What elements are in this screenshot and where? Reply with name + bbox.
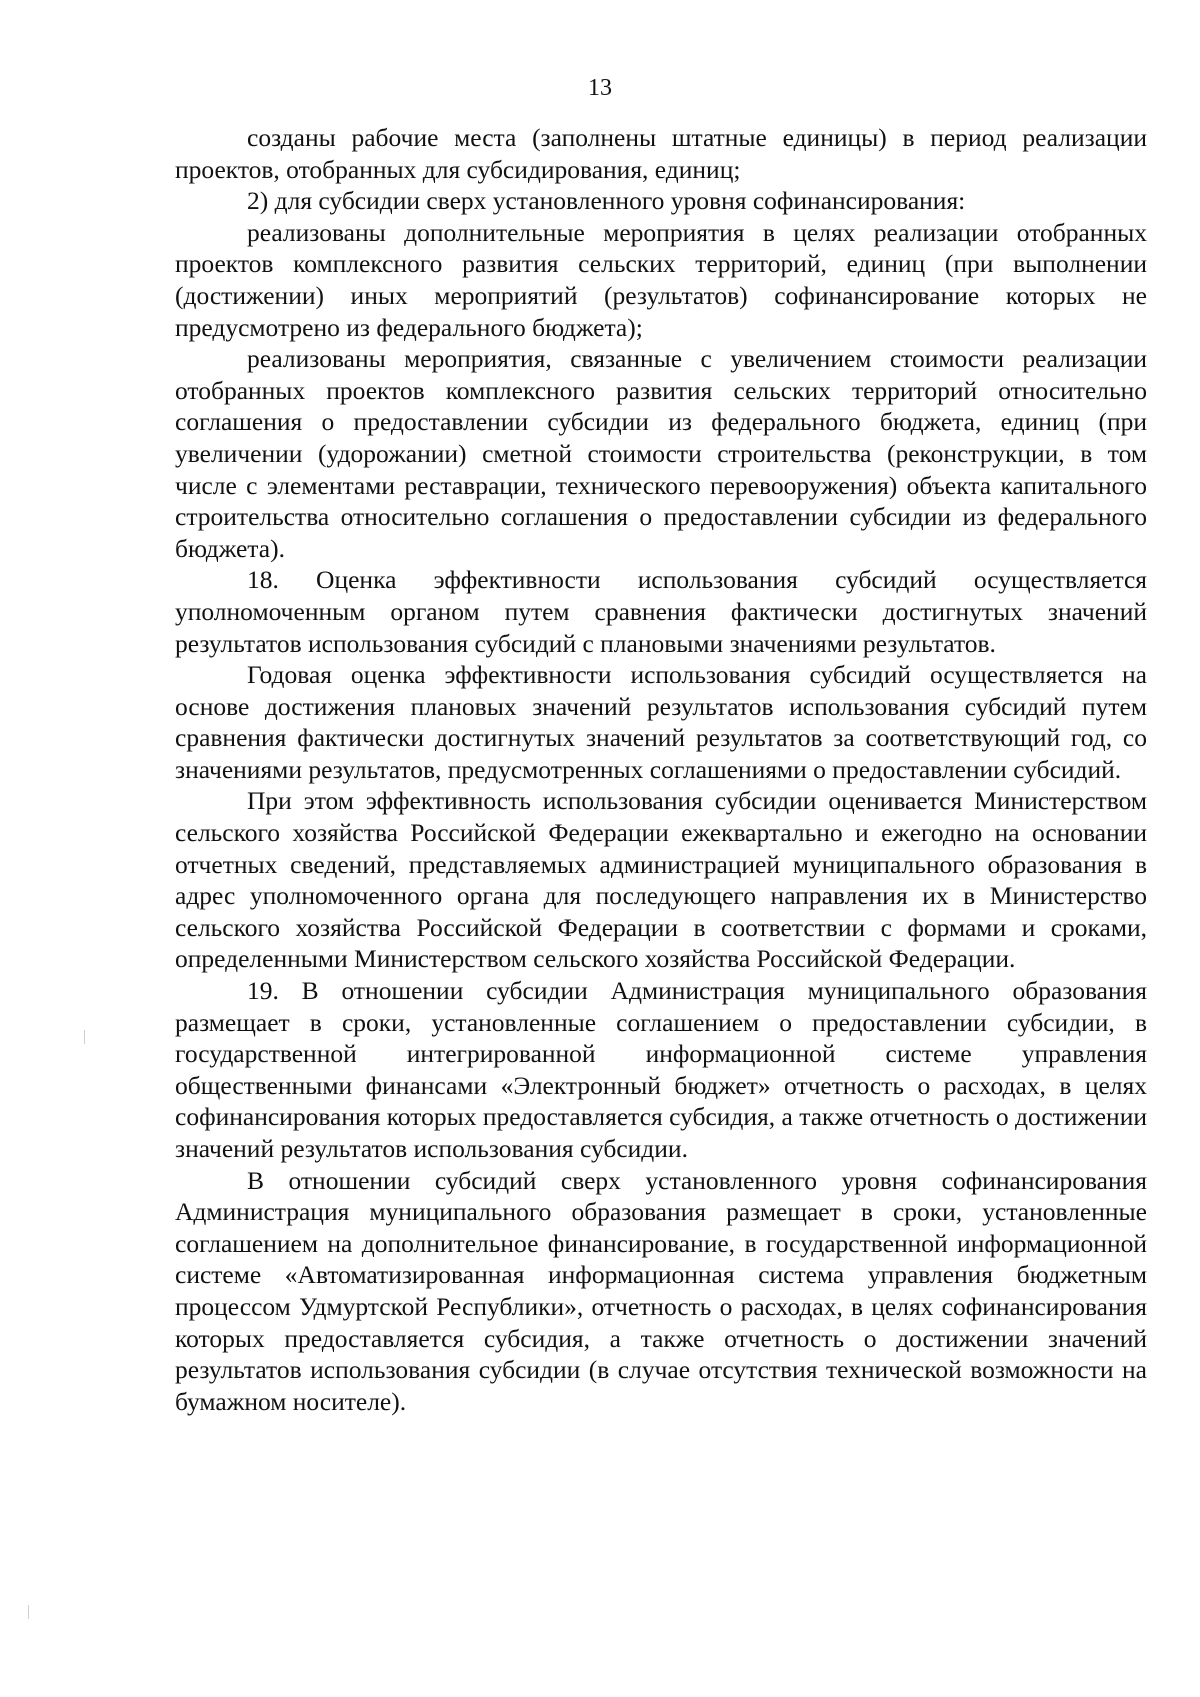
paragraph: Годовая оценка эффективности использования субсидий осуществляется на основе достижения плановых значений результатов использования субсидий путем сравнения фактически достигнутых значений результатов за соответствующий год, со значениями результатов, предусмотренных соглашениями о предоставлении субсидий. <box>175 660 1147 784</box>
paragraph: созданы рабочие места (заполнены штатные единицы) в период реализации проектов, отобранных для субсидирования, единиц; <box>175 123 1147 184</box>
page-number: 13 <box>588 75 612 101</box>
paragraph: В отношении субсидий сверх установленного уровня софинансирования Администрация муниципального образования размещает в сроки, установленные соглашением на дополнительное финансирование, в государственной информационной системе «Автоматизированная информационная система управления бюджетным процессом Удмуртской Республики», отчетность о расходах, в целях софинансирования которых предоставляется субсидия, а также отчетность о достижении значений результатов использования субсидии (в случае отсутствия технической возможности на бумажном носителе). <box>175 1165 1147 1416</box>
paragraph: При этом эффективность использования субсидии оценивается Министерством сельского хозяйства Российской Федерации ежеквартально и ежегодно на основании отчетных сведений, представляемых администрацией муниципального образования в адрес уполномоченного органа для последующего направления их в Министерство сельского хозяйства Российской Федерации в соответствии с формами и сроками, определенными Министерством сельского хозяйства Российской Федерации. <box>175 786 1147 974</box>
scan-artifact <box>28 1605 29 1619</box>
paragraph: 2) для субсидии сверх установленного уровня софинансирования: <box>247 186 966 216</box>
scan-artifact <box>84 1030 85 1044</box>
paragraph: реализованы дополнительные мероприятия в целях реализации отобранных проектов комплексного развития сельских территорий, единиц (при выполнении (достижении) иных мероприятий (результатов) софинансирование которых не предусмотрено из федерального бюджета); <box>175 217 1147 342</box>
paragraph: 19. В отношении субсидии Администрация муниципального образования размещает в сроки, установленные соглашением о предоставлении субсидии, в государственной интегрированной информационной системе управления общественными финансами «Электронный бюджет» отчетность о расходах, в целях софинансирования которых предоставляется субсидия, а также отчетность о достижении значений результатов использования субсидии. <box>175 976 1147 1163</box>
document-body <box>175 122 1147 1417</box>
paragraph: реализованы мероприятия, связанные с увеличением стоимости реализации отобранных проектов комплексного развития сельских территорий относительно соглашения о предоставлении субсидии из федерального бюджета, единиц (при увеличении (удорожании) сметной стоимости строительства (реконструкции, в том числе с элементами реставрации, технического перевооружения) объекта капитального строительства относительно соглашения о предоставлении субсидии из федерального бюджета). <box>175 344 1147 563</box>
paragraph: 18. Оценка эффективности использования субсидий осуществляется уполномоченным органом путем сравнения фактически достигнутых значений результатов использования субсидий с плановыми значениями результатов. <box>175 565 1147 658</box>
